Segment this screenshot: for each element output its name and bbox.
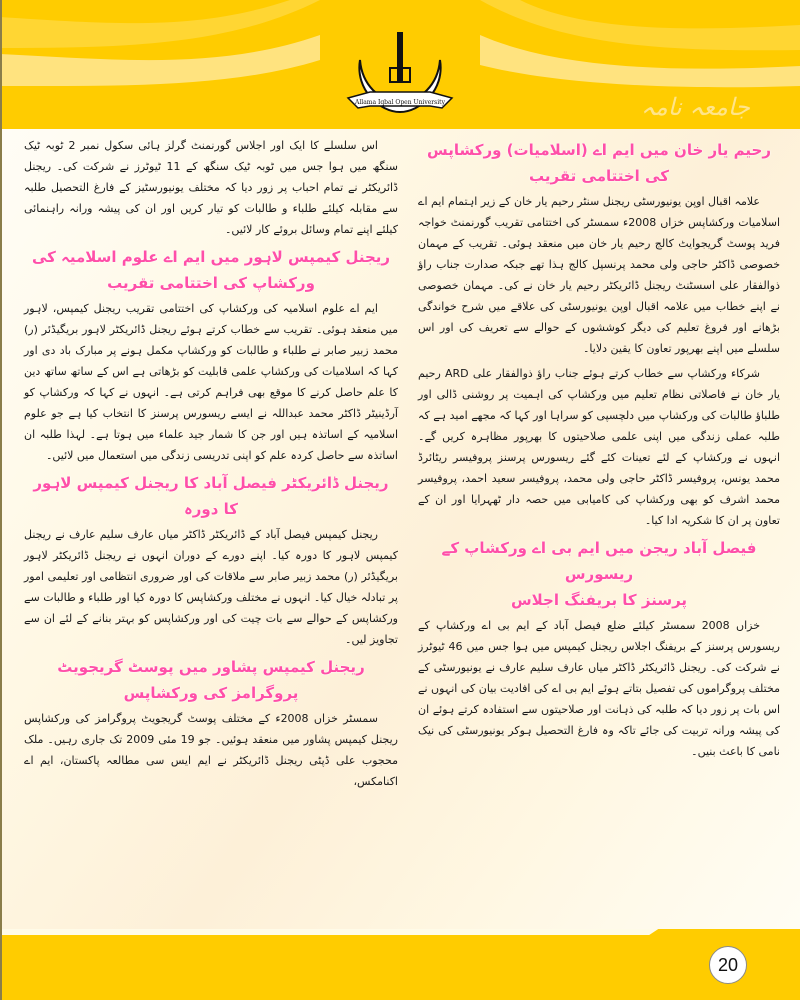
- article: [418, 137, 780, 531]
- heading-line: ریجنل کیمپس پشاور میں پوسٹ گریجویٹ پروگرامز کی ورکشاپس: [57, 658, 365, 702]
- heading-line: رحیم یار خان میں ایم اے (اسلامیات) ورکشاپس: [427, 141, 771, 159]
- left-column: [24, 135, 398, 796]
- article: [24, 654, 398, 792]
- page-header-banner: [0, 0, 800, 129]
- article-paragraph: علامہ اقبال اوپن یونیورسٹی ریجنل سنٹر رحیم یار خان کے زیر اہتمام ایم اے اسلامیات ورکشاپس خزاں 2008ء سمسٹر کی اختتامی تقریب گورنمنٹ خواجہ فرید پوسٹ گریجوایٹ کالج رحیم یار خان میں منعقد ہوئی۔ تقریب کے مہمان خصوصی ڈاکٹر حاجی ولی محمد پرنسپل کالج ہذا تھے جبکہ صدارت جناب راؤ ذوالفقار علی اسسٹنٹ ریجنل ڈائریکٹر رحیم یار خان نے کی۔ مہمان خصوصی نے اپنے خطاب میں علامہ اقبال اوپن یونیورسٹی کی علاقے میں شرح خواندگی بڑھانے اور فروغ تعلیم کی دیگر کوششوں کے حوالے سے تعریف کی اور اس سلسلے میں اپنے بھرپور تعاون کا یقین دلایا۔: [418, 195, 781, 355]
- article-heading: [418, 137, 780, 189]
- page-number: 20: [709, 946, 747, 984]
- page-content: [0, 129, 800, 929]
- heading-line: کی اختتامی تقریب: [529, 167, 669, 185]
- logo-caption: Allama Iqbal Open University: [355, 99, 445, 106]
- article-heading: [24, 470, 398, 522]
- intro-paragraph: اس سلسلے کا ایک اور اجلاس گورنمنٹ گرلز ہائی سکول نمبر 2 ٹوبہ ٹیک سنگھ میں ہوا جس میں ٹوبہ ٹیک سنگھ کے 11 ٹیوٹرز نے شرکت کی۔ ریجنل ڈائریکٹر نے تمام احباب پر زور دیا کہ مختلف یونیورسٹیز کے فارغ التحصیل طلبہ سے مقابلہ کیلئے طلباء و طالبات کو تیار کریں اور ان کی پیشہ ورانہ راہنمائی کیلئے اپنے تمام وسائل بروئے کار لائیں۔: [24, 139, 399, 236]
- article-paragraph: ایم اے علوم اسلامیہ کی ورکشاپ کی اختتامی تقریب ریجنل کیمپس، لاہور میں منعقد ہوئی۔ تقریب سے خطاب کرتے ہوئے ریجنل ڈائریکٹر لاہور بریگیڈئر (ر) محمد زبیر صابر نے طلباء و طالبات کو ورکشاپ مکمل ہونے پر مبارک باد دی اور کہا کہ اسلامیات کی ورکشاپ علمی قابلیت کو بڑھاتی ہے اس کے ساتھ ساتھ دین کا علم حاصل کرنے کا موقع بھی فراہم کرتی ہے۔ انہوں نے کہا کہ ورکشاپ کو آرڈینیٹر ڈاکٹر محمد عبداللہ نے ایسے ریسورس پرسنز کا انتخاب کیا ہے جو علوم اسلامیہ کے اساتذہ ہیں اور جن کا شمار جید علماء میں ہوتا ہے۔ لہذا طلبہ ان اساتذہ سے حاصل کردہ علم کو اپنی تدریسی زندگی میں استعمال میں لائیں۔: [24, 302, 398, 462]
- article-paragraph: ریجنل کیمپس فیصل آباد کے ڈائریکٹر ڈاکٹر میاں عارف سلیم عارف نے ریجنل کیمپس لاہور کا دورہ کیا۔ اپنے دورے کے دوران انہوں نے ریجنل ڈائریکٹر لاہور بریگیڈئر (ر) محمد زبیر صابر سے ملاقات کی اور ضروری انتظامی اور تعلیمی امور پر تبادلہ خیال کیا۔ انہوں نے مختلف ورکشاپس کا دورہ کیا اور طلباء و طالبات سے ورکشاپس کے حوالے سے بات چیت کی اور ورکشاپس کو بہتر بنانے کے لئے ان سے تجاویز لیں۔: [24, 528, 398, 646]
- masthead-title: جامعہ نامہ: [640, 93, 750, 121]
- article: [24, 470, 398, 650]
- article: [24, 244, 398, 466]
- article: [418, 535, 780, 762]
- heading-line: ریجنل ڈائریکٹر فیصل آباد کا ریجنل کیمپس لاہور کا دورہ: [33, 474, 389, 518]
- heading-line: پرسنز کا بریفنگ اجلاس: [510, 591, 688, 609]
- article-heading: [24, 244, 398, 296]
- heading-line: ریجنل کیمپس لاہور میں ایم اے علوم اسلامیہ کی: [31, 248, 391, 266]
- article-paragraph: سمسٹر خزاں 2008ء کے مختلف پوسٹ گریجویٹ پروگرامز کی ورکشاپس ریجنل کیمپس پشاور میں منعقد ہوئیں۔ جو 19 مئی 2009 تک جاری رہیں۔ ملک محجوب علی ڈپٹی ریجنل ڈائریکٹر نے ایم ایس سی مطالعہ پاکستان، ایم اے اکنامکس،: [24, 712, 398, 788]
- article-paragraph: خزاں 2008 سمسٹر کیلئے ضلع فیصل آباد کے ایم بی اے ورکشاپ کے ریسورس پرسنز کے بریفنگ اجلاس ریجنل کیمپس میں ہوا جس میں 46 ٹیوٹرز نے شرکت کی۔ ریجنل ڈائریکٹر ڈاکٹر میاں عارف سلیم عارف نے یونیورسٹی کے مختلف پروگراموں کی تفصیل بتاتے ہوئے ایم بی اے کی افادیت بیان کی انہوں نے اس بات پر زور دیا کہ طلبہ کی ذہانت اور صلاحیتوں سے استفادہ کرتے ہوئے ان کی پیشہ ورانہ تربیت کی جائے تاکہ وہ فارغ التحصیل ہوکر یونیورسٹی کی نیک نامی کا باعث بنیں۔: [418, 619, 780, 758]
- page-footer-band: [0, 935, 800, 1000]
- right-column: [418, 135, 780, 766]
- article-paragraph: شرکاء ورکشاپ سے خطاب کرتے ہوئے جناب راؤ ذوالفقار علی ARD رحیم یار خان نے فاصلاتی نظام تعلیم میں ورکشاپ کی اہمیت پر روشنی ڈالی اور طلباؤ طالبات کی ورکشاپ میں دلچسپی کو سراہا اور کہا کہ مجھے امید ہے کہ طلبہ عملی زندگی میں اپنی علمی صلاحیتوں کا بھرپور مظاہرہ کریں گے۔ انہوں نے ورکشاپ کے لئے تعینات کئے گئے ریسورس پرسنز پروفیسر ریٹائرڈ محمد یونس، پروفیسر ڈاکٹر حاجی ولی محمد، پروفیسر سعید احمد، پروفیسر محمد اشرف کو بھی ورکشاپ کی کامیابی میں حصہ دار ٹھہرایا اور ان کے تعاون پر ان کا شکریہ ادا کیا۔: [418, 367, 780, 527]
- heading-line: ورکشاپ کی اختتامی تقریب: [107, 274, 315, 292]
- university-logo: [340, 20, 460, 120]
- article-heading: [24, 654, 398, 706]
- article-heading: [418, 535, 780, 613]
- heading-line: فیصل آباد ریجن میں ایم بی اے ورکشاپ کے ریسورس: [441, 539, 757, 583]
- page-edge: [0, 0, 2, 1000]
